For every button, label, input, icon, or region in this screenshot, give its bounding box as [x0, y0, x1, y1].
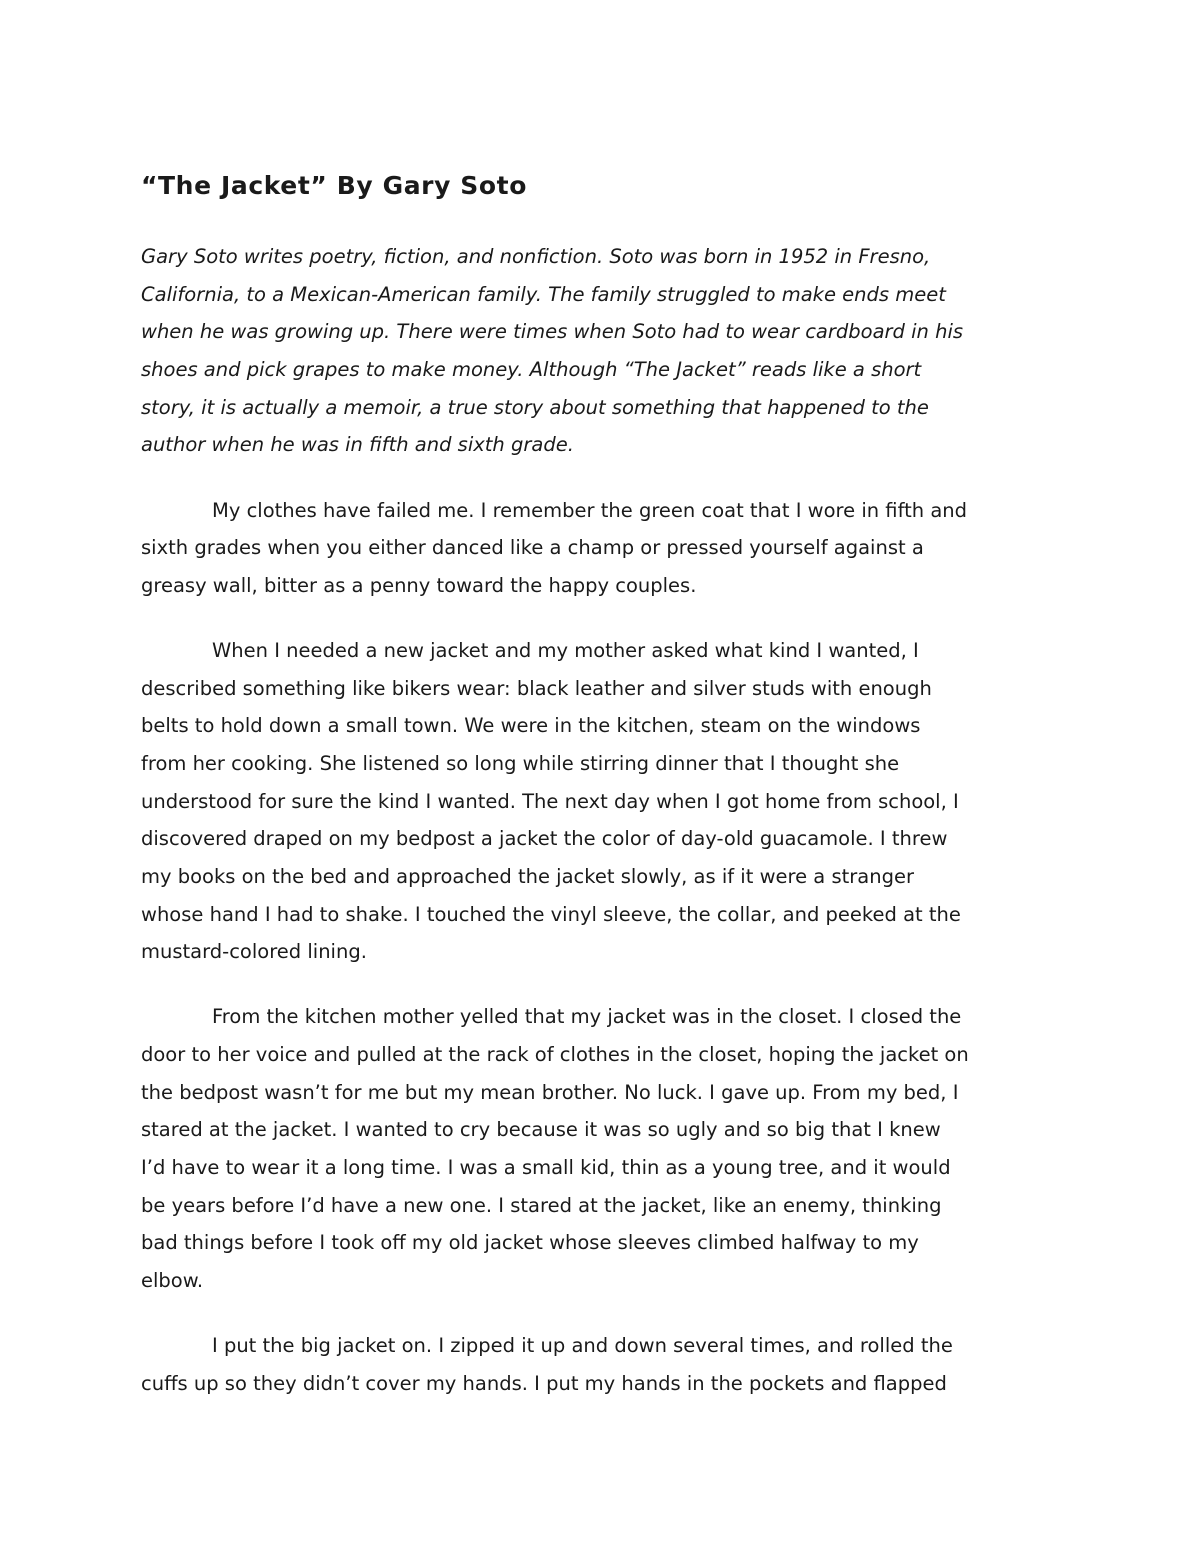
- paragraph-line: I put the big jacket on. I zipped it up and down several times, and rolled the: [212, 1334, 953, 1357]
- intro-line: California, to a Mexican-American family. The family struggled to make ends meet: [141, 283, 946, 306]
- intro-line: when he was growing up. There were times when Soto had to wear cardboard in his: [141, 320, 964, 343]
- paragraph-line: I’d have to wear it a long time. I was a small kid, thin as a young tree, and it would: [141, 1156, 951, 1179]
- paragraph-line: bad things before I took off my old jacket whose sleeves climbed halfway to my: [141, 1231, 919, 1254]
- paragraph-line: cuffs up so they didn’t cover my hands. I put my hands in the pockets and flapped: [141, 1372, 947, 1395]
- intro-line: shoes and pick grapes to make money. Although “The Jacket” reads like a short: [141, 358, 922, 381]
- paragraph-line: mustard-colored lining.: [141, 940, 367, 963]
- intro-line: story, it is actually a memoir, a true story about something that happened to the: [141, 396, 929, 419]
- paragraph-line: understood for sure the kind I wanted. The next day when I got home from school, I: [141, 790, 959, 813]
- document-title: “The Jacket” By Gary Soto: [141, 171, 528, 200]
- paragraph-line: belts to hold down a small town. We were in the kitchen, steam on the windows: [141, 714, 921, 737]
- paragraph-line: From the kitchen mother yelled that my jacket was in the closet. I closed the: [212, 1005, 962, 1028]
- paragraph-line: whose hand I had to shake. I touched the vinyl sleeve, the collar, and peeked at the: [141, 903, 961, 926]
- paragraph-line: greasy wall, bitter as a penny toward the happy couples.: [141, 574, 697, 597]
- paragraph-line: When I needed a new jacket and my mother asked what kind I wanted, I: [212, 639, 919, 662]
- paragraph-line: described something like bikers wear: black leather and silver studs with enough: [141, 677, 932, 700]
- intro-line: Gary Soto writes poetry, fiction, and nonfiction. Soto was born in 1952 in Fresno,: [141, 245, 931, 268]
- intro-line: author when he was in fifth and sixth grade.: [141, 433, 574, 456]
- paragraph-line: stared at the jacket. I wanted to cry because it was so ugly and so big that I knew: [141, 1118, 941, 1141]
- paragraph-line: my books on the bed and approached the jacket slowly, as if it were a stranger: [141, 865, 914, 888]
- paragraph-line: discovered draped on my bedpost a jacket the color of day-old guacamole. I threw: [141, 827, 948, 850]
- paragraph-line: sixth grades when you either danced like a champ or pressed yourself against a: [141, 536, 924, 559]
- paragraph-line: be years before I’d have a new one. I stared at the jacket, like an enemy, thinking: [141, 1194, 942, 1217]
- paragraph-line: door to her voice and pulled at the rack of clothes in the closet, hoping the jacket on: [141, 1043, 969, 1066]
- paragraph-line: My clothes have failed me. I remember the green coat that I wore in fifth and: [212, 499, 968, 522]
- paragraph-line: the bedpost wasn’t for me but my mean brother. No luck. I gave up. From my bed, I: [141, 1081, 959, 1104]
- paragraph-line: from her cooking. She listened so long while stirring dinner that I thought she: [141, 752, 900, 775]
- paragraph-line: elbow.: [141, 1269, 204, 1292]
